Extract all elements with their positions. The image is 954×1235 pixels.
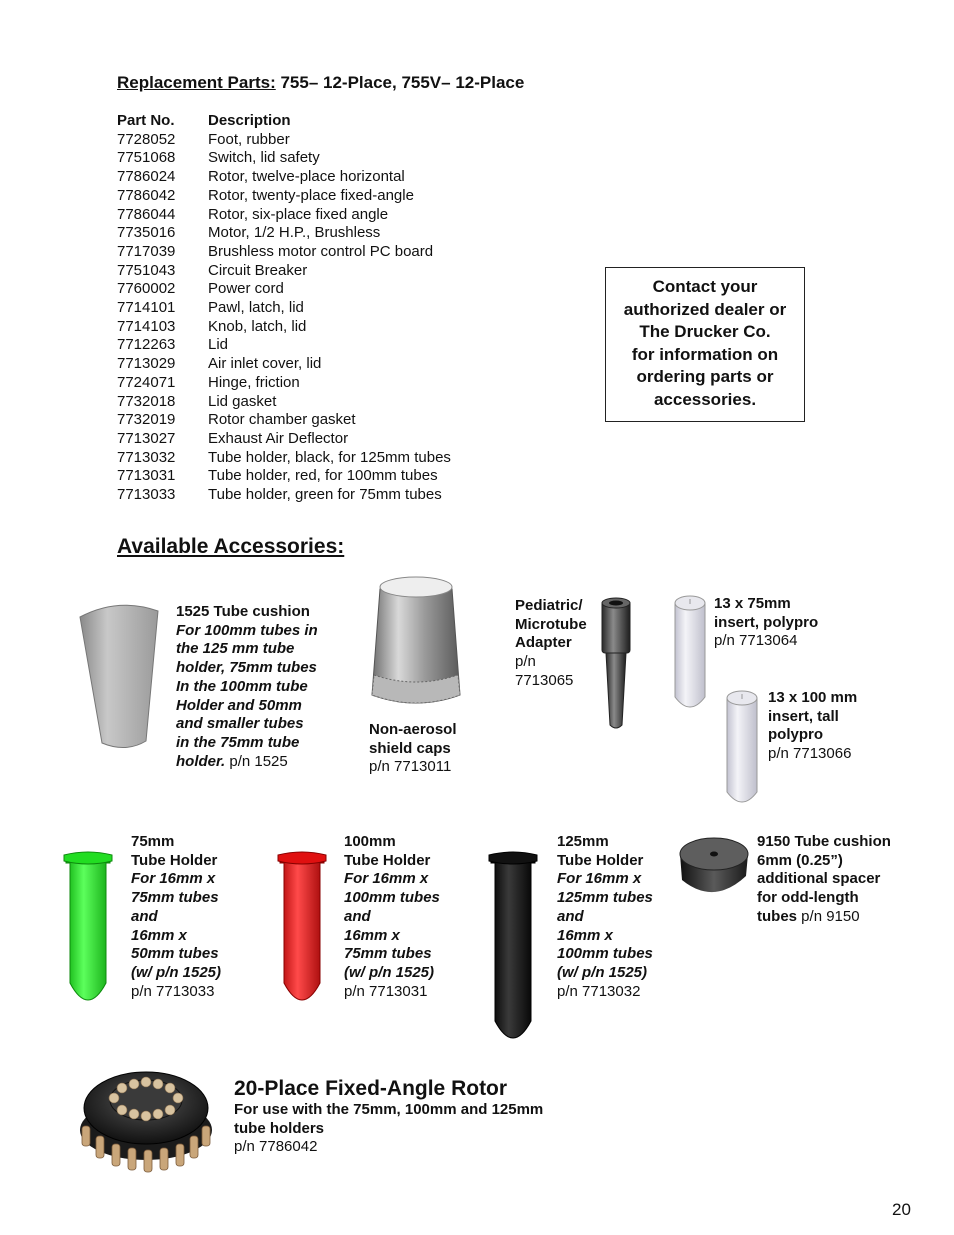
col-header-description: Description [208, 112, 291, 129]
part-number: 7751068 [117, 149, 176, 167]
tube-cushion-1525-pn: p/n 1525 [225, 752, 288, 770]
insert-13x75-caption [714, 595, 818, 651]
pediatric-adapter-caption [515, 597, 587, 691]
insert-13x100-caption [768, 689, 857, 764]
part-description: Lid gasket [208, 392, 277, 410]
part-description: Rotor, twenty-place fixed-angle [208, 186, 414, 204]
tube-holder-125mm-size: 125mm [557, 833, 609, 850]
tube-holder-description-line: and [344, 907, 371, 925]
tube-holder-100mm-image [274, 833, 330, 1008]
tube-holder-description-line: For 16mm x [344, 870, 429, 888]
tube-holder-125mm-description [557, 870, 653, 981]
tube-holder-description-line: 50mm tubes [131, 945, 219, 963]
shield-cap-pn: p/n 7713011 [369, 758, 452, 776]
part-number: 7714103 [117, 317, 176, 335]
table-row [117, 206, 451, 225]
tube-cushion-9150-pn: p/n 9150 [797, 907, 860, 925]
tube-cushion-9150-name-3: additional spacer [757, 870, 881, 888]
contact-line: Contact your [652, 277, 758, 296]
table-row [117, 467, 451, 486]
part-number: 7717039 [117, 242, 176, 260]
tube-cushion-9150-name-4: for odd-length [757, 889, 859, 907]
tube-holder-75mm-size: 75mm [131, 833, 175, 850]
part-number: 7714101 [117, 299, 176, 317]
table-row [117, 430, 451, 449]
tube-holder-description-line: 16mm x [557, 926, 613, 944]
tube-cushion-1525-line: Holder and 50mm [176, 696, 302, 714]
part-number: 7724071 [117, 373, 176, 391]
table-row [117, 486, 451, 505]
tube-cushion-1525-image [78, 603, 160, 751]
parts-table-body [117, 131, 451, 505]
part-description: Hinge, friction [208, 373, 300, 391]
insert-13x100-name-2: insert, tall [768, 707, 839, 725]
tube-cushion-1525-name: 1525 Tube cushion [176, 603, 310, 620]
part-description: Knob, latch, lid [208, 317, 307, 335]
part-number: 7713032 [117, 448, 176, 466]
parts-table-header [117, 112, 451, 131]
part-description: Brushless motor control PC board [208, 242, 434, 260]
part-description: Lid [208, 336, 229, 354]
part-description: Circuit Breaker [208, 261, 308, 279]
tube-cushion-1525-description [176, 622, 318, 751]
tube-holder-description-line: (w/ p/n 1525) [557, 963, 648, 981]
tube-cushion-9150-name-2: 6mm (0.25”) [757, 851, 843, 869]
tube-holder-75mm-caption [131, 833, 221, 1001]
tube-holder-description-line: For 16mm x [557, 870, 642, 888]
pediatric-pn-1: p/n [515, 653, 536, 671]
rotor-20-place-image [76, 1052, 216, 1176]
part-number: 7735016 [117, 224, 176, 242]
tube-holder-100mm-description [344, 870, 440, 981]
shield-cap-name-1: Non-aerosol [369, 721, 457, 738]
part-description: Pawl, latch, lid [208, 299, 304, 317]
tube-holder-description-line: For 16mm x [131, 870, 216, 888]
pediatric-name-1: Pediatric/ [515, 597, 583, 614]
table-row [117, 224, 451, 243]
tube-holder-description-line: and [131, 907, 158, 925]
part-number: 7712263 [117, 336, 176, 354]
tube-cushion-9150-image [676, 832, 752, 900]
insert-13x100-name-3: polypro [768, 726, 823, 744]
part-number: 7732018 [117, 392, 176, 410]
tube-holder-description-line: 75mm tubes [131, 889, 219, 907]
part-description: Rotor chamber gasket [208, 411, 356, 429]
table-row [117, 262, 451, 281]
tube-cushion-1525-caption [176, 603, 318, 771]
contact-line: ordering parts or [636, 367, 774, 387]
tube-holder-100mm-size: 100mm [344, 833, 396, 850]
table-row [117, 280, 451, 299]
tube-holder-description-line: 100mm tubes [557, 945, 653, 963]
part-description: Tube holder, red, for 100mm tubes [208, 467, 438, 485]
contact-line: for information on [631, 344, 779, 364]
tube-holder-125mm-image [485, 833, 541, 1045]
table-row [117, 411, 451, 430]
replacement-parts-label: Replacement Parts: [117, 73, 276, 92]
rotor-desc-1: For use with the 75mm, 100mm and 125mm [234, 1101, 544, 1118]
part-number: 7713031 [117, 467, 176, 485]
part-description: Rotor, twelve-place horizontal [208, 168, 405, 186]
tube-holder-description-line: (w/ p/n 1525) [131, 963, 222, 981]
tube-holder-100mm-caption [344, 833, 440, 1001]
tube-cushion-1525-line: in the 75mm tube [176, 733, 300, 751]
part-description: Motor, 1/2 H.P., Brushless [208, 224, 381, 242]
part-number: 7786042 [117, 186, 176, 204]
tube-holder-description-line: 16mm x [344, 926, 400, 944]
tube-cushion-1525-line: holder, 75mm tubes [176, 659, 317, 677]
contact-text [606, 276, 804, 412]
contact-box [605, 267, 805, 422]
insert-13x100-pn: p/n 7713066 [768, 745, 852, 763]
tube-cushion-9150-caption [757, 833, 891, 927]
tube-holder-description-line: 100mm tubes [344, 889, 440, 907]
accessories-heading: Available Accessories: [117, 535, 345, 558]
insert-13x100-image [725, 688, 759, 806]
rotor-caption [234, 1101, 543, 1157]
tube-holder-description-line: 16mm x [131, 926, 187, 944]
tube-holder-description-line: 125mm tubes [557, 889, 653, 907]
table-row [117, 149, 451, 168]
page-number: 20 [892, 1200, 911, 1219]
replacement-parts-heading [117, 73, 524, 93]
insert-13x75-name-2: insert, polypro [714, 613, 819, 631]
tube-holder-100mm-pn: p/n 7713031 [344, 982, 428, 1000]
insert-13x75-image [673, 593, 707, 711]
shield-cap-image [370, 575, 462, 705]
table-row [117, 168, 451, 187]
rotor-desc-2: tube holders [234, 1119, 325, 1137]
pediatric-name-2: Microtube [515, 615, 587, 633]
tube-holder-125mm-label: Tube Holder [557, 851, 644, 869]
table-row [117, 131, 451, 150]
tube-cushion-1525-line: the 125 mm tube [176, 640, 295, 658]
part-number: 7732019 [117, 411, 176, 429]
part-description: Exhaust Air Deflector [208, 429, 349, 447]
table-row [117, 355, 451, 374]
table-row [117, 187, 451, 206]
part-description: Rotor, six-place fixed angle [208, 205, 389, 223]
contact-line: The Drucker Co. [639, 322, 771, 342]
part-number: 7713027 [117, 429, 176, 447]
contact-line: accessories. [653, 389, 757, 409]
tube-holder-75mm-image [60, 833, 116, 1008]
tube-holder-description-line: and [557, 907, 584, 925]
part-description: Air inlet cover, lid [208, 355, 322, 373]
pediatric-adapter-image [600, 597, 632, 731]
table-row [117, 393, 451, 412]
part-number: 7713033 [117, 486, 176, 504]
part-description: Foot, rubber [208, 130, 290, 148]
part-description: Tube holder, black, for 125mm tubes [208, 448, 451, 466]
pediatric-name-3: Adapter [515, 634, 572, 652]
contact-line: authorized dealer or [623, 299, 787, 319]
replacement-parts-models: 755– 12-Place, 755V– 12-Place [275, 73, 525, 92]
tube-holder-description-line: (w/ p/n 1525) [344, 963, 435, 981]
part-number: 7751043 [117, 261, 176, 279]
table-row [117, 318, 451, 337]
insert-13x75-name-1: 13 x 75mm [714, 595, 791, 612]
part-number: 7713029 [117, 355, 176, 373]
tube-holder-75mm-label: Tube Holder [131, 851, 218, 869]
pediatric-pn-2: 7713065 [515, 671, 574, 689]
parts-table [117, 112, 451, 505]
tube-holder-75mm-pn: p/n 7713033 [131, 982, 215, 1000]
part-number: 7786024 [117, 168, 176, 186]
part-number: 7760002 [117, 280, 176, 298]
insert-13x100-name-1: 13 x 100 mm [768, 689, 858, 706]
insert-13x75-pn: p/n 7713064 [714, 632, 798, 650]
tube-cushion-9150-name-5: tubes [757, 907, 798, 925]
tube-holder-125mm-caption [557, 833, 653, 1001]
part-description: Tube holder, green for 75mm tubes [208, 486, 442, 504]
col-header-part-no: Part No. [117, 112, 175, 129]
part-number: 7786044 [117, 205, 176, 223]
table-row [117, 449, 451, 468]
tube-cushion-1525-last: holder. [176, 752, 226, 770]
tube-holder-125mm-pn: p/n 7713032 [557, 982, 641, 1000]
tube-holder-75mm-description [131, 870, 221, 981]
tube-holder-description-line: 75mm tubes [344, 945, 432, 963]
table-row [117, 374, 451, 393]
shield-cap-name-2: shield caps [369, 739, 451, 757]
rotor-title: 20-Place Fixed-Angle Rotor [234, 1077, 508, 1100]
part-description: Power cord [208, 280, 284, 298]
tube-holder-100mm-label: Tube Holder [344, 851, 431, 869]
table-row [117, 336, 451, 355]
rotor-pn: p/n 7786042 [234, 1138, 318, 1156]
tube-cushion-9150-name-1: 9150 Tube cushion [757, 833, 891, 850]
part-number: 7728052 [117, 130, 176, 148]
tube-cushion-1525-line: For 100mm tubes in [176, 621, 318, 639]
shield-cap-caption [369, 721, 457, 777]
part-description: Switch, lid safety [208, 149, 320, 167]
table-row [117, 243, 451, 262]
tube-cushion-1525-line: In the 100mm tube [176, 677, 308, 695]
tube-cushion-1525-line: and smaller tubes [176, 715, 304, 733]
table-row [117, 299, 451, 318]
